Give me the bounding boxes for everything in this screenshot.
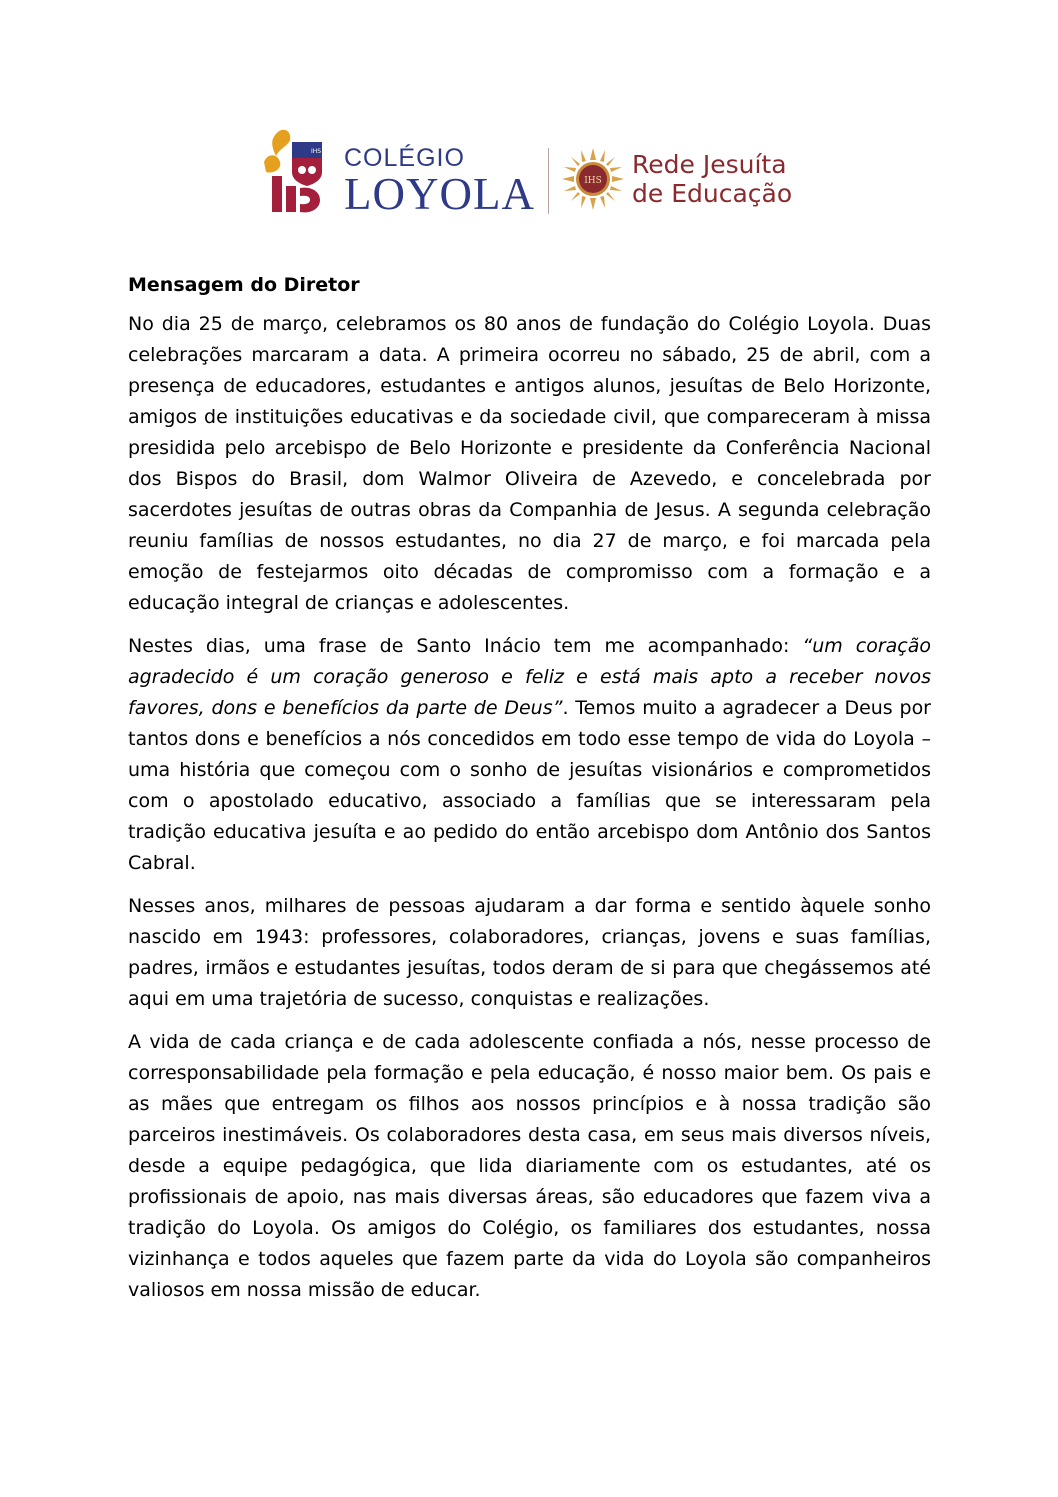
paragraph-1: No dia 25 de março, celebramos os 80 anos de fundação do Colégio Loyola. Duas celebrações marcaram a data. A primeira ocorreu no sábado, 25 de abril, com a presença de educadores, estudantes e antigos alunos, jesuítas de Belo Horizonte, amigos de instituições educativas e da sociedade civil, que compareceram à missa presidida pelo arcebispo de Belo Horizonte e presidente da Conferência Nacional dos Bispos do Brasil, dom Walmor Oliveira de Azevedo, e concelebrada por sacerdotes jesuítas de outras obras da Companhia de Jesus. A segunda celebração reuniu famílias de nossos estudantes, no dia 27 de março, e foi marcada pela emoção de festejarmos oito décadas de compromisso com a formação e a educação integral de crianças e adolescentes. bbox=[128, 313, 931, 614]
colegio-loyola-wordmark bbox=[344, 144, 535, 219]
colegio-label: COLÉGIO bbox=[344, 144, 465, 172]
logo-divider bbox=[548, 148, 549, 214]
paragraph-3: Nesses anos, milhares de pessoas ajudaram a dar forma e sentido àquele sonho nascido em 1943: professores, colaboradores, crianças, jovens e suas famílias, padres, irmãos e estudantes jesuítas, todos deram de si para que chegássemos até aqui em uma trajetória de sucesso, conquistas e realizações. bbox=[128, 895, 931, 1010]
page-title: Mensagem do Diretor bbox=[128, 274, 360, 296]
rede-jesuita-seal-icon bbox=[562, 148, 624, 210]
paragraph-4: A vida de cada criança e de cada adolescente confiada a nós, nesse processo de corresponsabilidade pela formação e pela educação, é nosso maior bem. Os pais e as mães que entregam os filhos aos nossos princípios e à nossa tradição são parceiros inestimáveis. Os colaboradores desta casa, em seus mais diversos níveis, desde a equipe pedagógica, que lida diariamente com os estudantes, até os profissionais de apoio, nas mais diversas áreas, são educadores que fazem viva a tradição do Loyola. Os amigos do Colégio, os familiares dos estudantes, nossa vizinhança e todos aqueles que fazem parte da vida do Loyola são companheiros valiosos em nossa missão de educar. bbox=[128, 1031, 931, 1301]
paragraph-2-end: . Temos muito a agradecer a Deus por tantos dons e benefícios a nós concedidos em todo esse tempo de vida do Loyola – uma história que começou com o sonho de jesuítas visionários e comprometidos com o apostolado educativo, associado a famílias que se interessaram pela tradição educativa jesuíta e ao pedido do então arcebispo dom Antônio dos Santos Cabral. bbox=[128, 697, 931, 874]
letter-body bbox=[128, 271, 931, 1318]
header-logos bbox=[262, 126, 802, 218]
rede-line-1: Rede Jesuíta bbox=[632, 150, 787, 179]
paragraph-2 bbox=[128, 631, 931, 879]
svg-text:IHS: IHS bbox=[311, 148, 322, 155]
paragraph-2-start: Nestes dias, uma frase de Santo Inácio tem me acompanhado: bbox=[128, 635, 803, 657]
paragraph-2-quote: “um coração agradecido é um coração generoso e feliz e está mais apto a receber novos favores, dons e benefícios da parte de Deus” bbox=[128, 635, 931, 719]
colegio-loyola-emblem-icon bbox=[262, 126, 334, 216]
rede-line-2: de Educação bbox=[632, 179, 793, 208]
rede-jesuita-wordmark bbox=[632, 150, 792, 208]
svg-text:IHS: IHS bbox=[584, 176, 602, 186]
loyola-label: LOYOLA bbox=[344, 169, 535, 219]
